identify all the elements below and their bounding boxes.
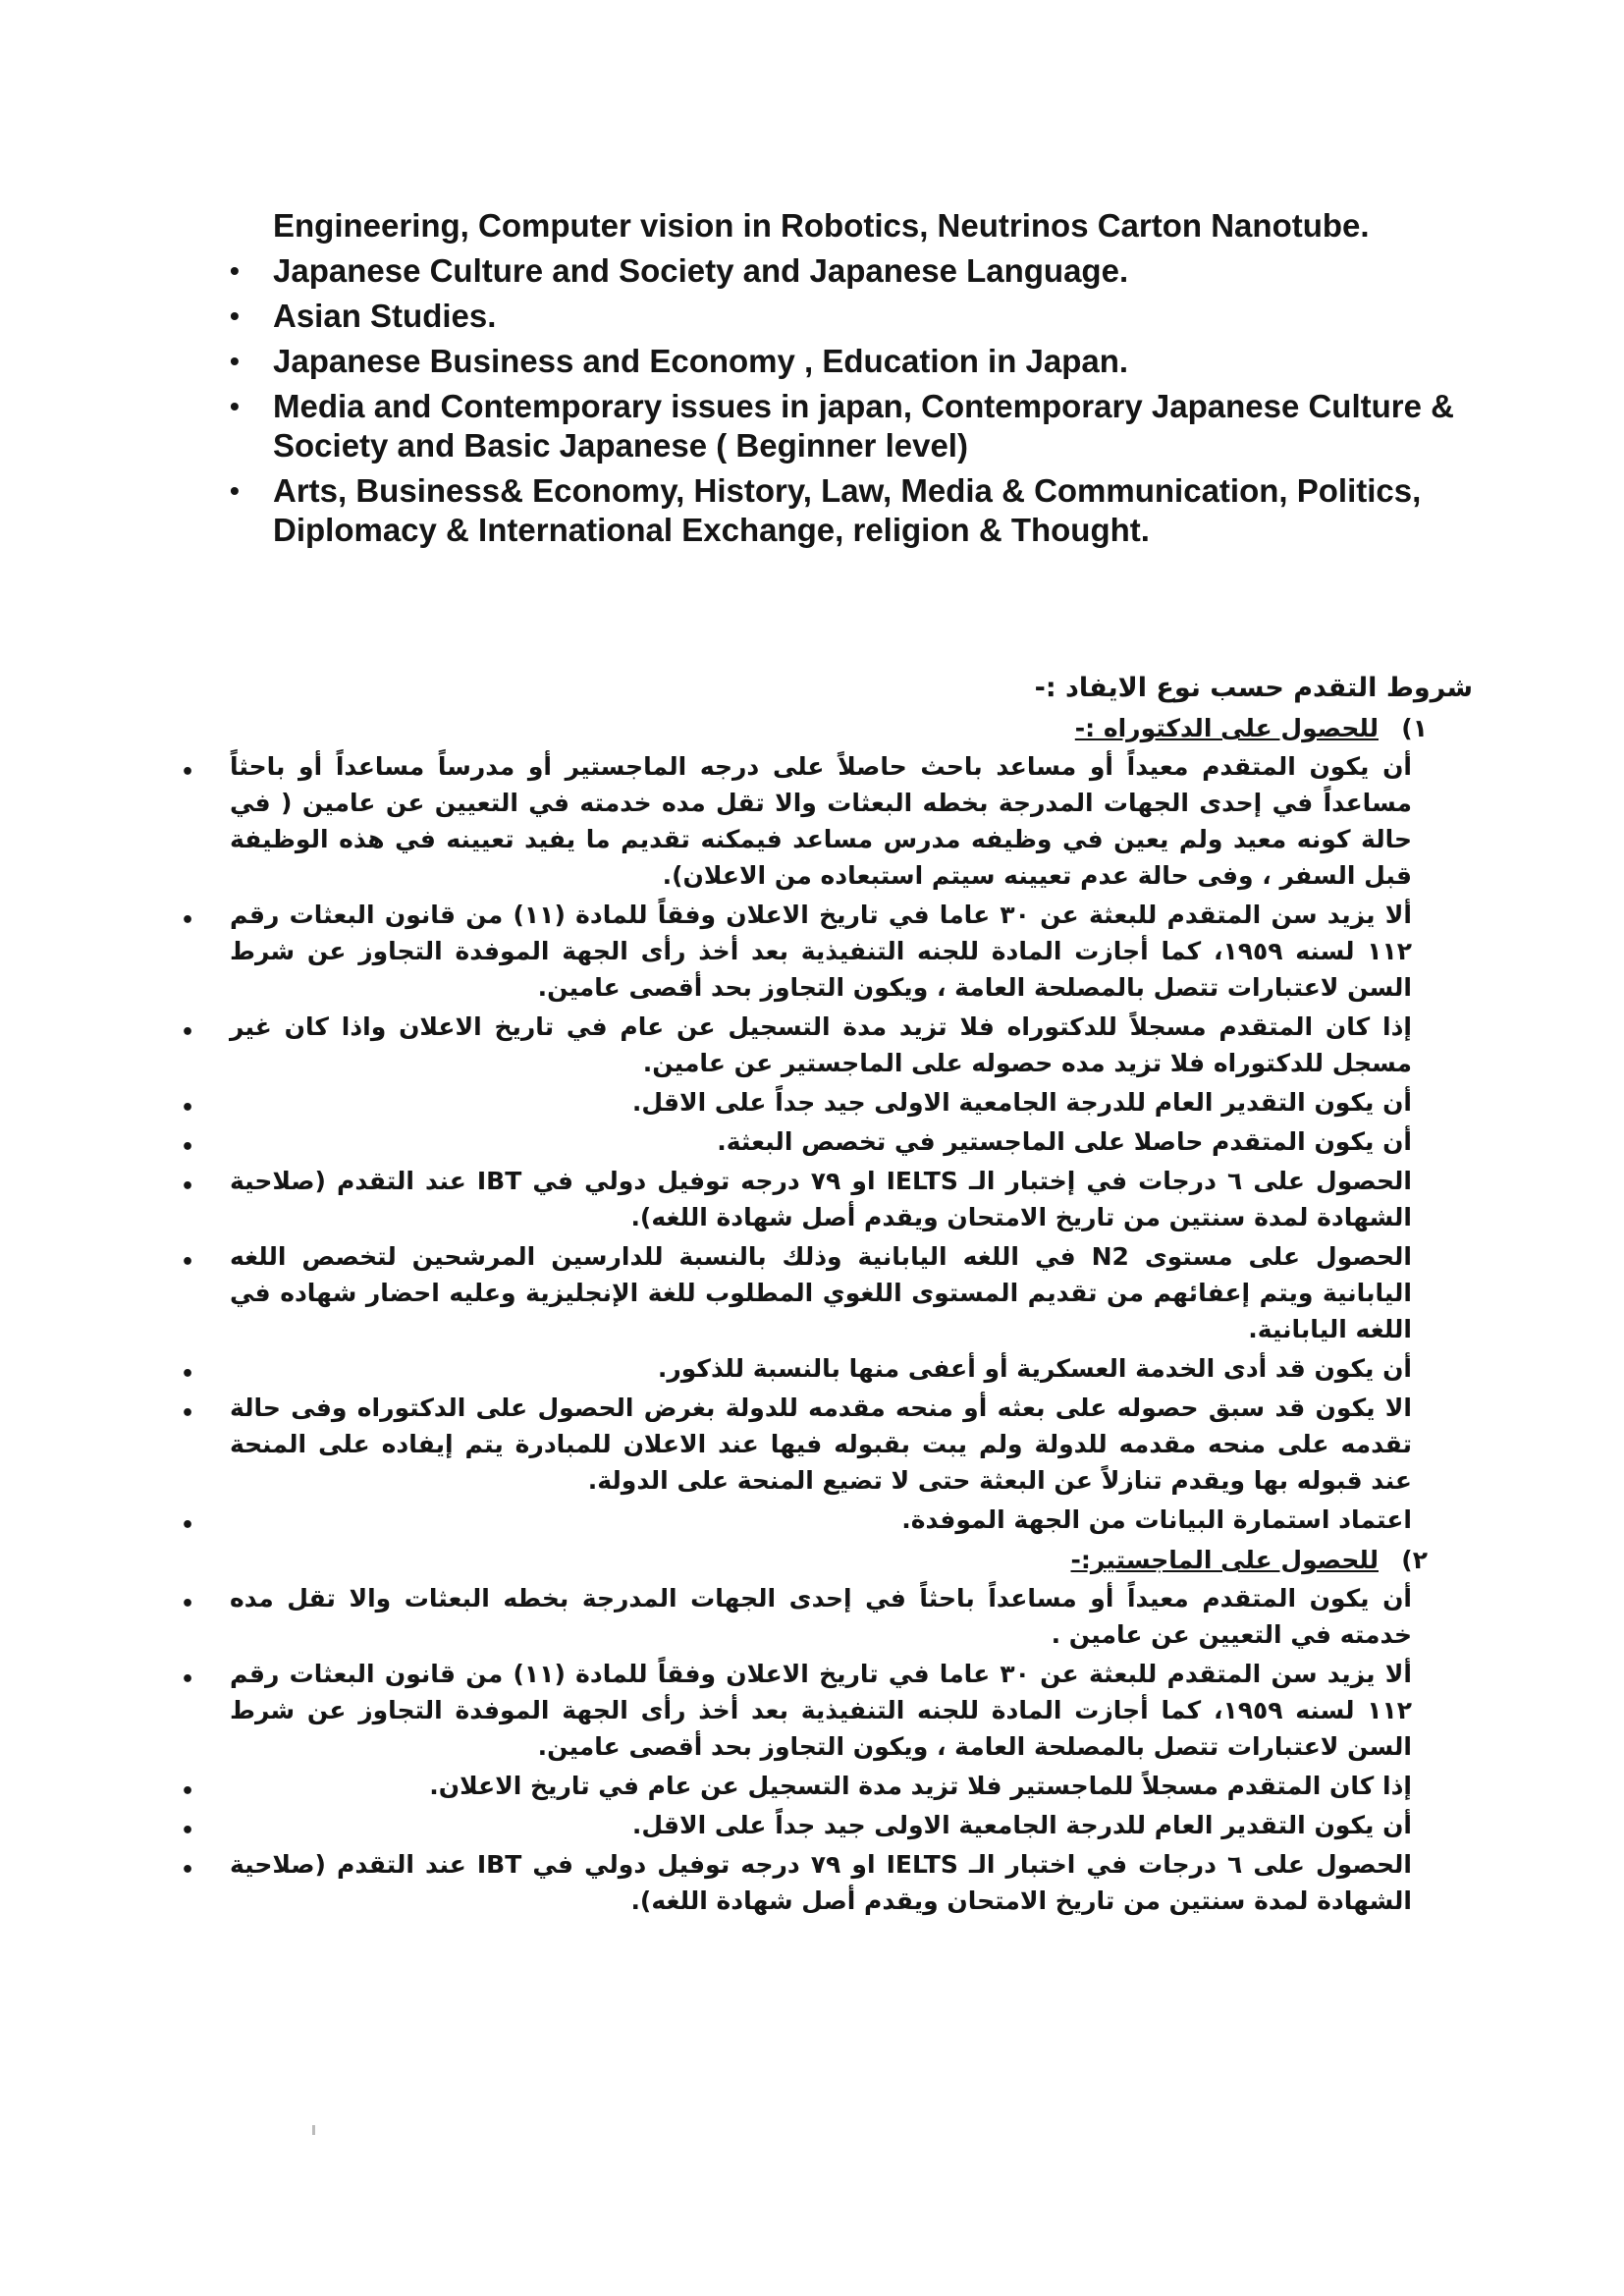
- condition-item: [181, 1390, 1412, 1499]
- condition-text: ألا يزيد سن المتقدم للبعثة عن ٣٠ عاما في تاريخ الاعلان وفقاً للمادة (١١) من قانون البعثات رقم ١١٢ لسنه ١٩٥٩، كما أجازت المادة للجنه التنفيذية بعد أخذ رأى الجهة الموفدة التجاوز عن شرط السن لاعتبارات تتصل بالمصلحة العامة ، ويكون التجاوز بحد أقصى عامين.: [230, 1660, 1413, 1761]
- english-list-item: [224, 251, 1461, 291]
- bullet-icon: •: [230, 346, 240, 376]
- condition-text: إذا كان المتقدم مسجلاً للدكتوراه فلا تزيد مدة التسجيل عن عام في تاريخ الاعلان واذا كان غير مسجل للدكتوراه فلا تزيد مده حصوله على الماجستير عن عامين.: [230, 1012, 1412, 1077]
- scan-speck: [312, 2125, 315, 2135]
- condition-text: الحصول على ٦ درجات في إختبار الـ IELTS او ٧٩ درجه توفيل دولي في IBT عند التقدم (صلاحية الشهادة لمدة سنتين من تاريخ الامتحان ويقدم أصل شهادة اللغه).: [230, 1167, 1412, 1231]
- condition-item: [181, 1123, 1412, 1160]
- condition-item: [181, 1163, 1412, 1235]
- bullet-icon: •: [230, 391, 240, 421]
- doctorate-conditions-list: [167, 748, 1473, 1538]
- section-number: ١): [1401, 714, 1428, 742]
- section-heading-masters: [167, 1542, 1473, 1578]
- condition-text: أن يكون قد أدى الخدمة العسكرية أو أعفى منها بالنسبة للذكور.: [657, 1354, 1412, 1383]
- bullet-icon: •: [181, 1592, 195, 1616]
- condition-text: أن يكون المتقدم معيداً أو مساعد باحث حاصلاً على درجه الماجستير أو مدرساً مساعداً أو باحثاً مساعداً في إحدى الجهات المدرجة بخطه البعثات والا تقل مده خدمته في التعيين عن عامين ( في حالة كونه معيد ولم يعين في وظيفه مدرس مساعد فيمكنه تقديم ما يفيد تعيينه في هذه الوظيفة قبل السفر ، وفى حالة عدم تعيينه سيتم استبعاده من الاعلان).: [230, 752, 1412, 890]
- english-item-text: Media and Contemporary issues in japan, Contemporary Japanese Culture & Society and Basic Japanese ( Beginner level): [273, 388, 1454, 464]
- bullet-icon: •: [181, 1401, 195, 1426]
- bullet-icon: •: [181, 1135, 195, 1160]
- condition-item: [181, 1084, 1412, 1121]
- bullet-icon: •: [230, 301, 240, 331]
- condition-text: أن يكون التقدير العام للدرجة الجامعية الاولى جيد جداً على الاقل.: [631, 1811, 1412, 1839]
- condition-item: [181, 1502, 1412, 1538]
- bullet-icon: •: [181, 1819, 195, 1843]
- condition-item: [181, 1768, 1412, 1804]
- arabic-title: شروط التقدم حسب نوع الايفاد :-: [1034, 673, 1473, 703]
- bullet-icon: •: [181, 1779, 195, 1804]
- section-number: ٢): [1401, 1546, 1428, 1574]
- bullet-icon: •: [181, 1858, 195, 1883]
- english-section: [224, 206, 1461, 556]
- condition-text: الحصول على مستوى N2 في اللغه اليابانية وذلك بالنسبة للدارسين المرشحين لتخصص اللغه اليابانية ويتم إعفائهم من تقديم المستوى اللغوي المطلوب للغة الإنجليزية وعليه احضار شهاده في اللغه اليابانية.: [230, 1242, 1412, 1343]
- bullet-icon: •: [181, 1020, 195, 1045]
- english-list-item: [224, 471, 1461, 550]
- english-item-text: Japanese Culture and Society and Japanese Language.: [273, 252, 1129, 289]
- bullet-icon: •: [181, 1513, 195, 1538]
- condition-item: [181, 1846, 1412, 1919]
- bullet-icon: •: [181, 908, 195, 933]
- condition-text: ألا يزيد سن المتقدم للبعثة عن ٣٠ عاما في تاريخ الاعلان وفقاً للمادة (١١) من قانون البعثات رقم ١١٢ لسنه ١٩٥٩، كما أجازت المادة للجنه التنفيذية بعد أخذ رأى الجهة الموفدة التجاوز عن شرط السن لاعتبارات تتصل بالمصلحة العامة ، ويكون التجاوز بحد أقصى عامين.: [230, 901, 1413, 1002]
- english-list-item: [224, 387, 1461, 465]
- condition-text: أن يكون التقدير العام للدرجة الجامعية الاولى جيد جداً على الاقل.: [631, 1088, 1412, 1117]
- bullet-icon: •: [181, 1250, 195, 1275]
- condition-item: [181, 1656, 1413, 1765]
- english-item-text: Arts, Business& Economy, History, Law, Media & Communication, Politics, Diplomacy & International Exchange, religion & Thought.: [273, 472, 1422, 548]
- english-list-item: [224, 297, 1461, 336]
- bullet-icon: •: [181, 1362, 195, 1387]
- arabic-section: [167, 670, 1473, 1922]
- condition-text: أن يكون المتقدم معيداً أو مساعداً باحثاً في إحدى الجهات المدرجة بخطه البعثات والا تقل مده خدمته في التعيين عن عامين .: [230, 1584, 1412, 1649]
- section-heading: للحصول على الماجستير:-: [1070, 1546, 1379, 1574]
- section-heading: للحصول على الدكتوراه :-: [1074, 714, 1379, 742]
- condition-text: أن يكون المتقدم حاصلا على الماجستير في تخصص البعثة.: [717, 1127, 1412, 1156]
- condition-item: [181, 1009, 1412, 1081]
- english-list: [224, 251, 1461, 550]
- bullet-icon: •: [230, 255, 240, 286]
- condition-item: [181, 897, 1413, 1006]
- english-list-item: [224, 342, 1461, 381]
- condition-text: الحصول على ٦ درجات في اختبار الـ IELTS او ٧٩ درجه توفيل دولي في IBT عند التقدم (صلاحية الشهادة لمدة سنتين من تاريخ الامتحان ويقدم أصل شهادة اللغه).: [230, 1850, 1412, 1915]
- condition-item: [181, 1238, 1412, 1347]
- condition-item: [181, 1580, 1412, 1653]
- condition-item: [181, 1350, 1412, 1387]
- english-item-text: Asian Studies.: [273, 298, 497, 334]
- condition-text: اعتماد استمارة البيانات من الجهة الموفدة.: [901, 1505, 1412, 1534]
- condition-text: الا يكون قد سبق حصوله على بعثه أو منحه مقدمه للدولة بغرض الحصول على الدكتوراه وفى حالة تقدمه على منحه مقدمه للدولة ولم يبت بقبوله فيها عند الاعلان للمبادرة يتم إيفاده على المنحة عند قبوله بها ويقدم تنازلاً عن البعثة حتى لا تضيع المنحة على الدولة.: [230, 1394, 1412, 1495]
- condition-item: [181, 1807, 1412, 1843]
- bullet-icon: •: [181, 1175, 195, 1199]
- english-continuation: Engineering, Computer vision in Robotics, Neutrinos Carton Nanotube.: [273, 207, 1370, 244]
- bullet-icon: •: [181, 760, 195, 785]
- condition-text: إذا كان المتقدم مسجلاً للماجستير فلا تزيد مدة التسجيل عن عام في تاريخ الاعلان.: [429, 1772, 1412, 1800]
- english-item-text: Japanese Business and Economy , Education in Japan.: [273, 343, 1129, 379]
- bullet-icon: •: [181, 1096, 195, 1121]
- bullet-icon: •: [181, 1667, 195, 1692]
- bullet-icon: •: [230, 475, 240, 506]
- condition-item: [181, 748, 1412, 894]
- section-heading-doctorate: [167, 710, 1473, 746]
- masters-conditions-list: [167, 1580, 1473, 1919]
